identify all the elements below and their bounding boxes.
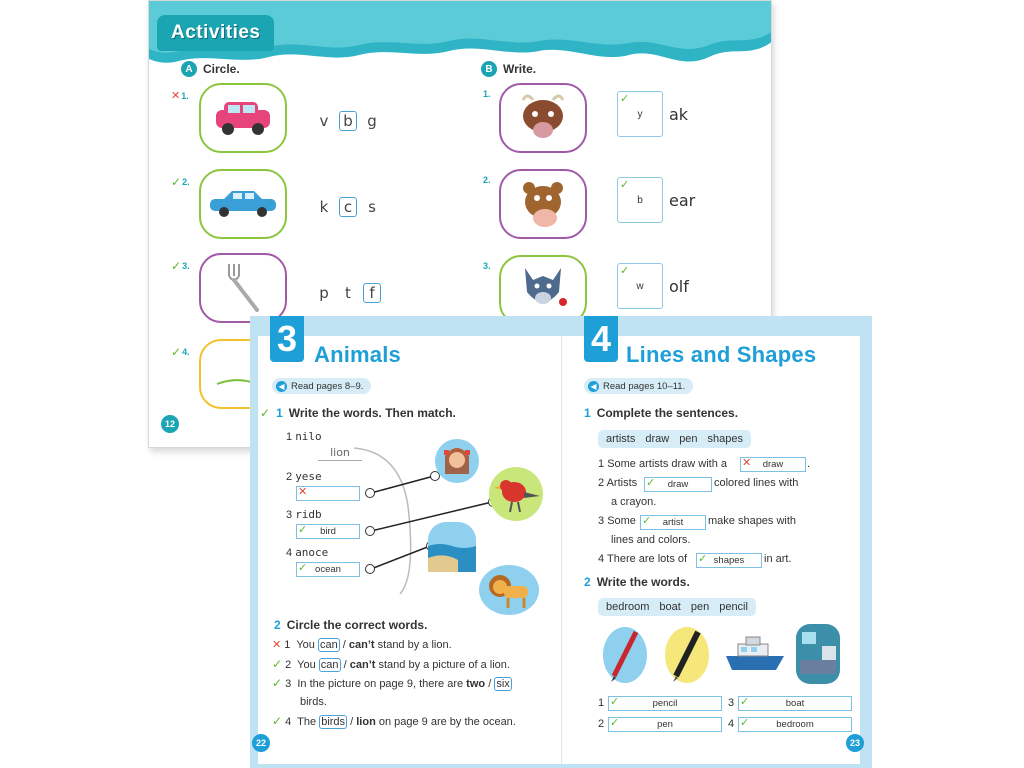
check-icon: ✓ bbox=[272, 676, 283, 690]
bedroom-picture bbox=[796, 624, 840, 684]
section-b-header bbox=[481, 61, 536, 77]
r-answer-1[interactable]: ✕ draw bbox=[740, 457, 806, 472]
r-ex2-num-3: 3 bbox=[728, 697, 735, 709]
a-item-2-num: ✓ 2. bbox=[171, 175, 190, 189]
pen-picture bbox=[664, 626, 710, 684]
b-item-1-num: 1. bbox=[483, 89, 491, 99]
r-answer-3[interactable]: ✓ artist bbox=[640, 515, 706, 530]
ex2-sentence-1: ✕ 1 You can / can’t stand by a lion. bbox=[272, 639, 452, 651]
answer-box-3[interactable]: ✓ bird bbox=[296, 524, 360, 539]
r-ex2-num-4: 4 bbox=[728, 718, 735, 730]
right-ex2-header: 2 Write the words. bbox=[584, 575, 690, 589]
unit-4-badge: 4 bbox=[584, 316, 618, 362]
selected-option[interactable]: can bbox=[319, 639, 338, 651]
r-sentence-3: 3 Some bbox=[598, 515, 636, 527]
a-item-3-num: ✓ 3. bbox=[171, 259, 190, 273]
r-ex2-answer-1[interactable]: ✓ pencil bbox=[608, 696, 722, 711]
r-ex2-num-1: 1 bbox=[598, 697, 605, 709]
match-dot[interactable] bbox=[365, 526, 375, 536]
cross-icon: ✕ bbox=[742, 457, 752, 469]
girl-picture bbox=[434, 438, 480, 484]
a-item-1-letters bbox=[315, 111, 381, 131]
r-sentence-4-end: in art. bbox=[764, 553, 792, 565]
check-icon: ✓ bbox=[610, 696, 620, 708]
check-icon: ✓ bbox=[298, 562, 308, 574]
selected-option[interactable]: six bbox=[496, 678, 510, 690]
unit-spread bbox=[250, 316, 872, 768]
selected-option[interactable]: can bbox=[320, 659, 339, 671]
a-item-1-num: ✕ 1. bbox=[171, 90, 189, 102]
r-ex2-answer-4[interactable]: ✓ bedroom bbox=[738, 717, 852, 732]
r-sentence-3-cont: lines and colors. bbox=[611, 534, 691, 546]
unit-4-title: Lines and Shapes bbox=[626, 342, 817, 367]
letter-option-selected[interactable]: c bbox=[339, 197, 357, 217]
option[interactable]: two bbox=[466, 678, 486, 690]
option[interactable]: lion bbox=[356, 716, 376, 728]
a-item-4-num: ✓ 4. bbox=[171, 345, 190, 359]
b-item-1-ending: ak bbox=[669, 105, 689, 124]
match-dot[interactable] bbox=[365, 488, 375, 498]
wolf-icon bbox=[515, 262, 571, 318]
letter-option[interactable]: s bbox=[368, 198, 376, 216]
answer-box-4[interactable]: ✓ ocean bbox=[296, 562, 360, 577]
section-b-letter: B bbox=[481, 61, 497, 77]
unit-3-title: Animals bbox=[314, 342, 401, 367]
back-arrow-icon: ◀ bbox=[276, 381, 287, 392]
lion-picture bbox=[478, 564, 540, 616]
check-icon: ✓ bbox=[620, 179, 630, 191]
check-icon: ✓ bbox=[740, 717, 750, 729]
back-arrow-icon: ◀ bbox=[588, 381, 599, 392]
section-a-letter: A bbox=[181, 61, 197, 77]
picture-yak bbox=[499, 83, 587, 153]
option[interactable]: can’t bbox=[349, 659, 376, 671]
b-item-2-num: 2. bbox=[483, 175, 491, 185]
letter-option[interactable]: p bbox=[319, 284, 329, 302]
ocean-picture bbox=[428, 522, 476, 572]
boat-picture bbox=[724, 634, 786, 676]
r-sentence-1: 1 Some artists draw with a bbox=[598, 458, 728, 470]
letter-option[interactable]: v bbox=[319, 112, 329, 130]
check-icon: ✓ bbox=[620, 265, 630, 277]
check-icon: ✓ bbox=[171, 345, 182, 359]
ex2-sentence-3-cont: birds. bbox=[300, 696, 327, 708]
check-icon: ✓ bbox=[260, 406, 271, 420]
check-icon: ✓ bbox=[272, 657, 283, 671]
pencil-picture bbox=[602, 626, 648, 684]
a-item-3-letters bbox=[315, 283, 381, 303]
letter-option[interactable]: t bbox=[345, 284, 351, 302]
b-item-1-answer[interactable]: ✓ y bbox=[617, 91, 663, 137]
check-icon: ✓ bbox=[171, 175, 182, 189]
picture-car-blue bbox=[199, 169, 287, 239]
spine-divider bbox=[561, 336, 562, 764]
r-sentence-2: 2 Artists bbox=[598, 477, 638, 489]
option[interactable]: can’t bbox=[348, 639, 375, 651]
r-sentence-3-end: make shapes with bbox=[708, 515, 797, 527]
b-item-2-ending: ear bbox=[669, 191, 696, 210]
letter-option-selected[interactable]: f bbox=[363, 283, 381, 303]
page-number-23: 23 bbox=[846, 734, 864, 752]
check-icon: ✓ bbox=[171, 259, 182, 273]
check-icon: ✓ bbox=[610, 717, 620, 729]
word-bank-1: artists draw pen shapes bbox=[598, 430, 751, 448]
bird-picture bbox=[488, 466, 544, 522]
scramble-item-2: 2 yese bbox=[286, 470, 322, 483]
fork-icon bbox=[223, 262, 263, 314]
word-bank-2: bedroom boat pen pencil bbox=[598, 598, 756, 616]
check-icon: ✓ bbox=[740, 696, 750, 708]
picture-wolf bbox=[499, 255, 587, 325]
r-answer-2[interactable]: ✓ draw bbox=[644, 477, 712, 492]
section-a-header bbox=[181, 61, 240, 77]
ex2-sentence-4: ✓ 4 The birds / lion on page 9 are by the ocean. bbox=[272, 714, 516, 728]
r-ex2-answer-3[interactable]: ✓ boat bbox=[738, 696, 852, 711]
r-ex2-answer-2[interactable]: ✓ pen bbox=[608, 717, 722, 732]
selected-option[interactable]: birds bbox=[321, 716, 346, 728]
activities-label: Activities bbox=[157, 15, 274, 51]
scramble-item-1: 1 nilo bbox=[286, 430, 322, 443]
read-pages-10-11[interactable]: ◀ Read pages 10–11. bbox=[584, 378, 693, 394]
page-number-12: 12 bbox=[161, 415, 179, 433]
b-item-3-answer[interactable]: ✓ w bbox=[617, 263, 663, 309]
ex2-sentence-2: ✓ 2 You can / can’t stand by a picture of a lion. bbox=[272, 657, 510, 671]
left-ex1-header: ✓ 1 Write the words. Then match. bbox=[260, 406, 456, 420]
check-icon: ✓ bbox=[298, 524, 308, 536]
unit-3-badge: 3 bbox=[270, 316, 304, 362]
b-item-2-answer[interactable]: ✓ b bbox=[617, 177, 663, 223]
a-item-2-letters bbox=[315, 197, 381, 217]
cross-icon: ✕ bbox=[171, 90, 181, 102]
b-item-3-num: 3. bbox=[483, 261, 491, 271]
scramble-item-3: 3 ridb bbox=[286, 508, 322, 521]
check-icon: ✓ bbox=[642, 515, 652, 527]
letter-option[interactable]: g bbox=[367, 112, 377, 130]
letter-option-selected[interactable]: b bbox=[339, 111, 357, 131]
r-answer-4[interactable]: ✓ shapes bbox=[696, 553, 762, 568]
check-icon: ✓ bbox=[272, 714, 283, 728]
picture-bear bbox=[499, 169, 587, 239]
b-item-3-ending: olf bbox=[669, 277, 689, 296]
car-icon bbox=[208, 189, 278, 219]
r-ex2-num-2: 2 bbox=[598, 718, 605, 730]
read-pages-8-9[interactable]: ◀ Read pages 8–9. bbox=[272, 378, 371, 394]
match-dot[interactable] bbox=[365, 564, 375, 574]
right-ex1-header: 1 Complete the sentences. bbox=[584, 406, 739, 420]
picture-car-pink bbox=[199, 83, 287, 153]
check-icon: ✓ bbox=[620, 93, 630, 105]
bear-icon bbox=[515, 176, 571, 232]
left-ex2-header: 2 Circle the correct words. bbox=[274, 618, 428, 632]
page-number-22: 22 bbox=[252, 734, 270, 752]
r-sentence-1-end: . bbox=[807, 458, 811, 470]
cross-icon: ✕ bbox=[298, 486, 308, 498]
cross-icon: ✕ bbox=[272, 639, 282, 651]
ex2-sentence-3: ✓ 3 In the picture on page 9, there are two / six bbox=[272, 676, 510, 690]
r-sentence-2-cont: a crayon. bbox=[611, 496, 657, 508]
car-icon bbox=[212, 98, 274, 138]
yak-icon bbox=[515, 90, 571, 146]
section-b-instruction: Write. bbox=[503, 62, 537, 76]
picture-fork bbox=[199, 253, 287, 323]
r-sentence-2-end: colored lines with bbox=[714, 477, 799, 489]
scramble-item-4: 4 anoce bbox=[286, 546, 329, 559]
check-icon: ✓ bbox=[698, 553, 708, 565]
section-a-instruction: Circle. bbox=[203, 62, 240, 76]
check-icon: ✓ bbox=[646, 477, 656, 489]
r-sentence-4: 4 There are lots of bbox=[598, 553, 688, 565]
letter-option[interactable]: k bbox=[319, 198, 329, 216]
answer-lion[interactable]: lion bbox=[318, 446, 362, 461]
